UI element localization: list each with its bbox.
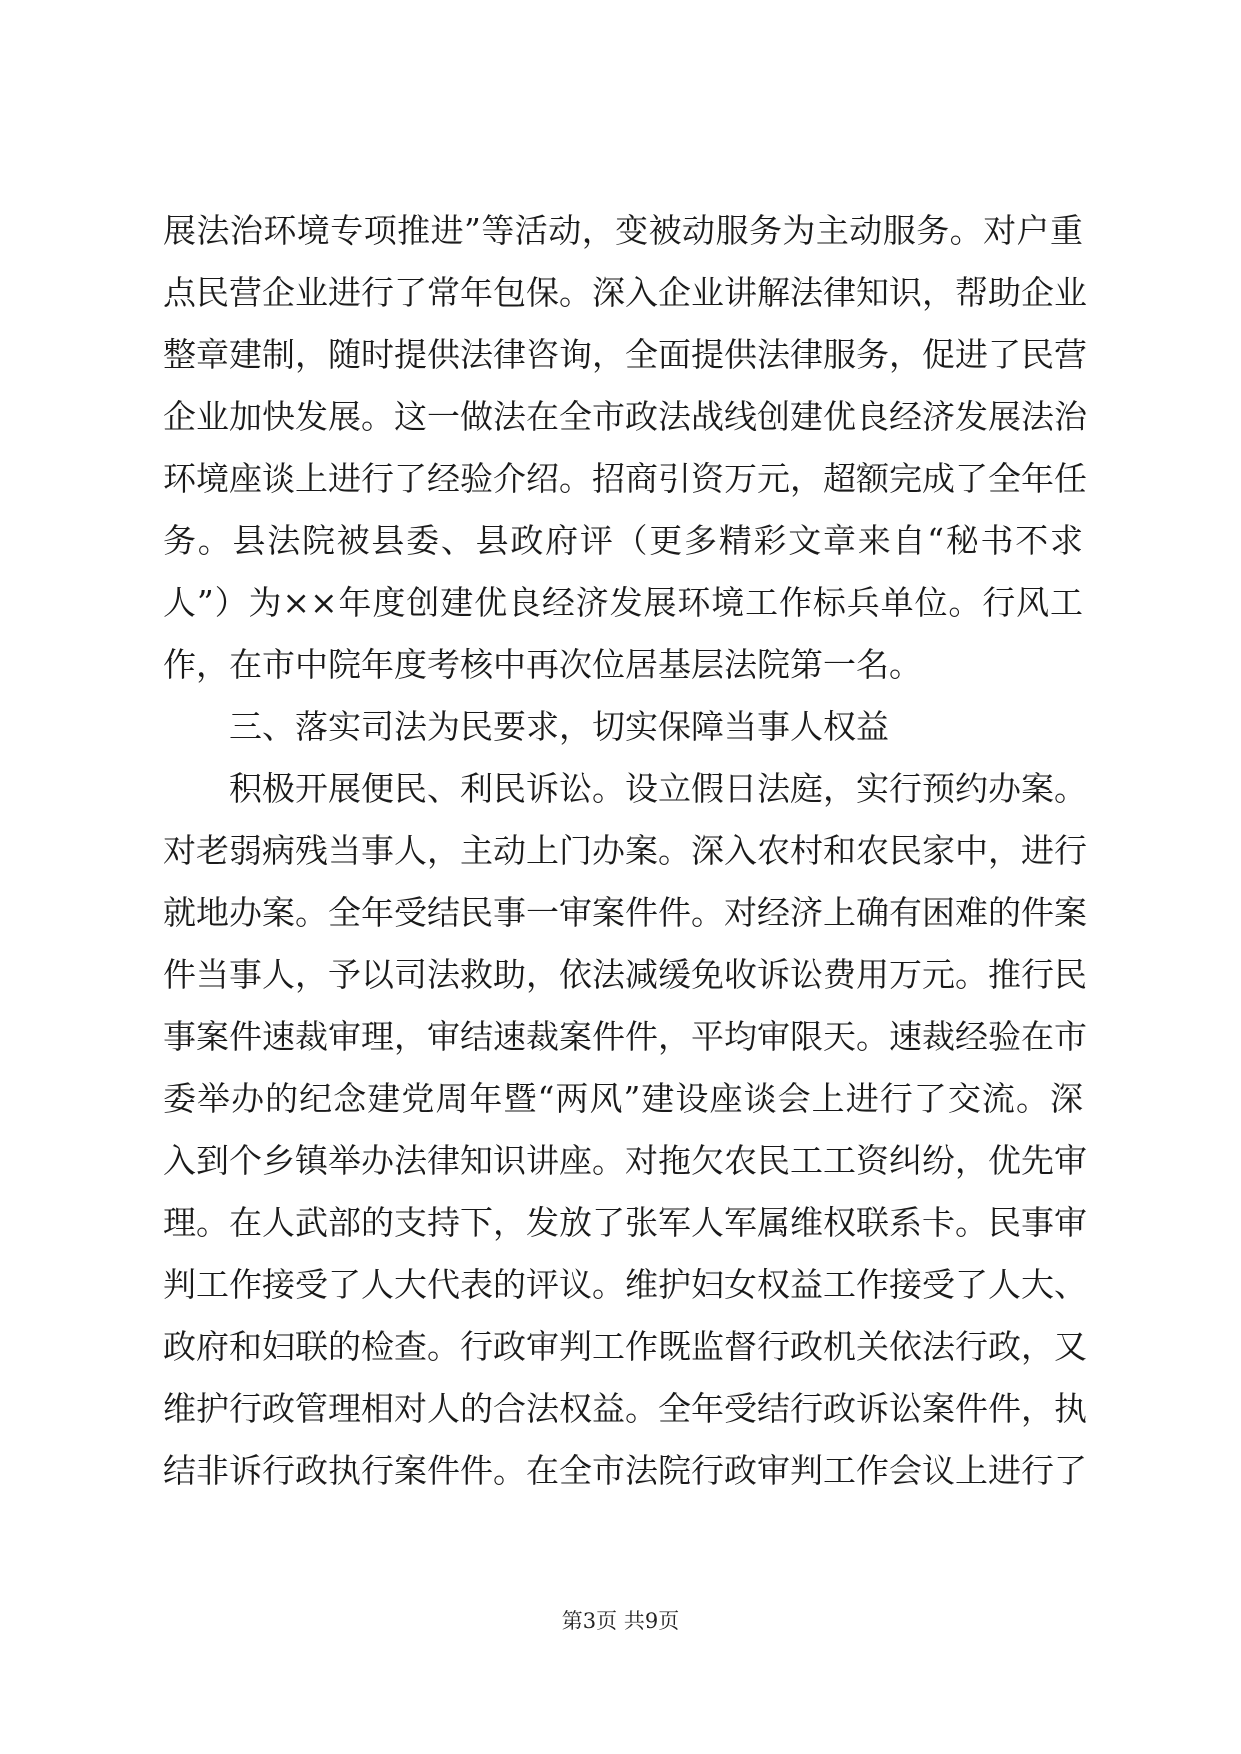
body-line: 企业加快发展。这一做法在全市政法战线创建优良经济发展法治 (163, 397, 1087, 436)
page-number-footer: 第3页 共9页 (561, 1609, 680, 1633)
body-line: 对老弱病残当事人，主动上门办案。深入农村和农民家中，进行 (163, 831, 1087, 870)
body-line: 点民营企业进行了常年包保。深入企业讲解法律知识，帮助企业 (163, 273, 1087, 312)
body-line: 政府和妇联的检查。行政审判工作既监督行政机关依法行政，又 (163, 1327, 1087, 1366)
body-line: 整章建制，随时提供法律咨询，全面提供法律服务，促进了民营 (163, 335, 1087, 374)
body-line: 人”）为××年度创建优良经济发展环境工作标兵单位。行风工 (163, 583, 1083, 622)
body-line: 作，在市中院年度考核中再次位居基层法院第一名。 (163, 645, 922, 684)
body-line: 展法治环境专项推进”等活动，变被动服务为主动服务。对户重 (163, 211, 1083, 250)
body-line: 就地办案。全年受结民事一审案件件。对经济上确有困难的件案 (163, 893, 1087, 932)
body-line: 环境座谈上进行了经验介绍。招商引资万元，超额完成了全年任 (163, 459, 1087, 498)
section-heading: 三、落实司法为民要求，切实保障当事人权益 (229, 707, 889, 746)
body-line: 结非诉行政执行案件件。在全市法院行政审判工作会议上进行了 (163, 1451, 1087, 1490)
body-line: 入到个乡镇举办法律知识讲座。对拖欠农民工工资纠纷，优先审 (163, 1141, 1087, 1180)
body-line: 件当事人，予以司法救助，依法减缓免收诉讼费用万元。推行民 (163, 955, 1087, 994)
body-line: 判工作接受了人大代表的评议。维护妇女权益工作接受了人大、 (163, 1265, 1087, 1304)
body-line: 委举办的纪念建党周年暨“两风”建设座谈会上进行了交流。深 (163, 1079, 1083, 1118)
body-line: 事案件速裁审理，审结速裁案件件，平均审限天。速裁经验在市 (163, 1017, 1087, 1056)
body-line: 理。在人武部的支持下，发放了张军人军属维权联系卡。民事审 (163, 1203, 1087, 1242)
paragraph-first-line: 积极开展便民、利民诉讼。设立假日法庭，实行预约办案。 (229, 769, 1087, 808)
body-line: 维护行政管理相对人的合法权益。全年受结行政诉讼案件件，执 (163, 1389, 1087, 1428)
body-line: 务。县法院被县委、县政府评（更多精彩文章来自“秘书不求 (163, 521, 1083, 560)
